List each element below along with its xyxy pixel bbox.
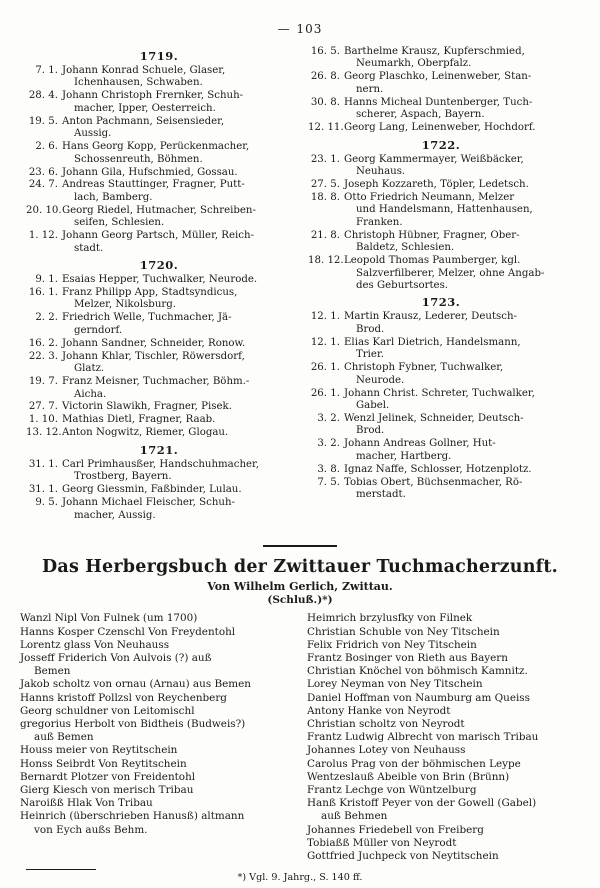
register-entry [26,141,292,166]
name-entry [307,718,580,731]
register-left-column [26,46,292,522]
entry-date: 9. 5. [35,497,58,509]
entry-date: 27. 5. [310,178,340,190]
entry-text [62,116,292,141]
year-heading: 1720. [139,258,179,273]
year-heading: 1723. [421,295,461,310]
entry-line: Mathias Dietl, Fragner, Raab. [62,414,216,426]
register-entry [308,46,574,71]
article-byline: Von Wilhelm Gerlich, Zwittau. [207,580,393,594]
entry-line: Leopold Thomas Paumberger, kgl. [344,255,521,267]
name-entry [20,744,293,757]
entry-text [62,205,292,230]
entry-date: 1. 10. [28,414,58,426]
name-text: Jakob scholtz von ornau (Arnau) aus Bemen [20,678,251,691]
entry-text [62,179,292,204]
entry-text [62,90,292,115]
entry-date: 16. 1. [28,287,58,298]
name-text: Hanns kristoff Pollzsl von Reychenberg [20,691,227,704]
entry-cont: Neuhaus. [356,166,406,177]
register-entry [26,116,292,141]
name-list [0,612,600,863]
name-entry [307,744,580,757]
entry-cont: Salzverfilberer, Melzer, ohne Angab- [356,267,545,279]
entry-date: 18. 8. [310,191,340,203]
name-cont: auß Bemen [34,731,94,744]
entry-date: 7. 5. [317,476,340,488]
entry-date: 30. 8. [310,96,340,108]
entry-text [62,401,292,413]
entry-cont: macher, Aussig. [74,509,156,521]
entry-date: 2. 6. [35,141,58,153]
name-entry [20,626,293,639]
entry-line: Johann Christoph Frernker, Schuh- [62,90,244,102]
entry-date: 3. 8. [317,463,340,475]
entry-cont: Neurode. [356,374,405,386]
entry-cont: Aicha. [74,388,107,400]
name-entry [307,612,580,625]
entry-text [344,388,574,413]
year-heading: 1721. [139,442,179,457]
name-text: Frantz Ludwig Albrecht von marisch Tribau [307,731,539,744]
name-text: Carolus Prag von der böhmischen Leype [307,757,521,770]
name-text: Hanns Kosper Czenschl Von Freydentohl [20,625,236,638]
page-header [0,0,600,40]
entry-date: 3. 2. [317,412,340,424]
entry-date: 12. 1. [310,311,340,323]
register-entry [308,122,574,134]
name-text: Wentzeslauß Abeible von Brin (Brünn) [307,770,510,783]
entry-text [62,376,292,401]
entry-line: Georg Riedel, Hutmacher, Schreiben- [62,204,256,216]
register-entry [308,97,574,122]
name-entry [307,705,580,718]
entry-date: 16. 5. [310,46,340,57]
entry-cont: Schossenreuth, Böhmen. [74,153,203,165]
entry-date: 23. 1. [310,153,340,165]
entry-text [344,154,574,179]
entry-cont: Gabel. [356,399,390,411]
name-entry [307,678,580,691]
entry-date: 19. 5. [28,115,58,127]
entry-date: 22. 3. [28,350,58,362]
entry-text [344,311,574,336]
name-entry [20,797,293,810]
section-divider [0,532,600,551]
entry-cont: Trostberg, Bayern. [74,471,172,483]
register-entry [26,484,292,496]
entry-text [344,362,574,387]
entry-text [344,97,574,122]
entry-line: Franz Meisner, Tuchmacher, Böhm.- [62,376,250,388]
entry-date: 27. 7. [28,401,58,413]
entry-text [344,255,574,292]
name-text: Lorey Neyman von Ney Titschein [307,678,483,691]
name-entry [307,784,580,797]
entry-line: Martin Krausz, Lederer, Deutsch- [344,311,517,323]
entry-date: 19. 7. [28,376,58,388]
entry-cont: Brod. [356,323,385,335]
entry-cont: macher, Ipper, Oesterreich. [74,102,216,114]
name-text: Hanß Kristoff Peyer von der Gowell (Gabel) [307,797,537,810]
name-text: Heimrich brzylusfky von Filnek [307,612,473,625]
name-entry [20,784,293,797]
register-entry [26,459,292,484]
entry-cont: Brod. [356,425,385,437]
entry-text [344,337,574,362]
entry-cont: nern. [356,83,384,95]
entry-text [62,338,292,350]
register-entry [308,438,574,463]
register-entry [308,255,574,292]
entry-cont2: des Geburtsortes. [356,279,449,291]
entry-line: Victorin Slawikh, Fragner, Pisek. [62,401,232,413]
name-cont: auß Behmen [321,810,388,823]
register-entry [308,179,574,191]
page-number: 103 [296,22,323,36]
year-heading: 1719. [139,49,179,63]
register-entry [308,192,574,229]
name-text: Lorentz glass Von Neuhauss [20,638,170,651]
entry-date: 16. 2. [28,337,58,349]
name-list-left [20,612,293,863]
entry-date: 23. 6. [28,166,58,178]
entry-cont: scherer, Aspach, Bayern. [356,109,485,121]
entry-date: 26. 1. [310,387,340,399]
register-entry [26,497,292,522]
register-entry [308,413,574,438]
register-columns [0,40,600,522]
entry-text [344,464,574,476]
entry-line: Tobias Obert, Büchsenmacher, Rö- [344,476,523,488]
register-entry [26,351,292,376]
entry-cont: Baldetz, Schlesien. [356,242,455,254]
entry-text [62,427,292,439]
entry-line: Christoph Fybner, Tuchwalker, [344,362,504,374]
entry-date: 12. 11. [308,122,344,134]
entry-text [344,438,574,463]
entry-cont2: Franken. [356,216,403,228]
entry-line: Esaias Hepper, Tuchwalker, Neurode. [62,274,258,286]
register-entry [26,312,292,337]
register-entry [26,414,292,426]
name-entry [20,639,293,652]
entry-line: Johann Konrad Schuele, Glaser, [62,65,226,76]
entry-date: 28. 4. [28,90,58,102]
entry-text [62,497,292,522]
year-heading: 1722. [421,137,461,152]
entry-text [62,167,292,179]
name-text: Honss Seibrdt Von Reytitschein [20,757,187,770]
name-text: Johannes Friedebell von Freiberg [307,823,484,836]
entry-cont: seifen, Schlesien. [74,217,165,229]
name-entry [307,758,580,771]
name-entry [307,731,580,744]
entry-line: Ignaz Naffe, Schlosser, Hotzenplotz. [344,463,532,475]
entry-line: Georg Plaschko, Leinenweber, Stan- [344,71,532,83]
entry-text [344,46,574,71]
name-text: Wanzl Nipl Von Fulnek (um 1700) [20,612,198,625]
entry-date: 3. 2. [317,438,340,450]
entry-line: Hanns Micheal Duntenberger, Tuch- [344,96,533,108]
name-text: Tobiaßß Müller von Neyrodt [307,836,457,849]
entry-text [344,192,574,229]
entry-cont: Aussig. [74,128,112,140]
register-entry [26,167,292,179]
entry-cont: Ichenhausen, Schwaben. [74,77,203,89]
entry-cont: Trier. [356,349,384,361]
name-entry [307,824,580,837]
name-text: gregorius Herbolt von Bidtheis (Budweis?) [20,718,246,731]
register-entry [26,90,292,115]
entry-date: 18. 12. [308,255,344,267]
entry-line: Johann Christ. Schreter, Tuchwalker, [344,387,535,399]
name-entry [307,850,580,863]
register-entry [308,388,574,413]
entry-line: Anton Nogwitz, Riemer, Glogau. [62,427,229,439]
name-list-right [307,612,580,863]
entry-text [344,413,574,438]
name-entry [20,810,293,836]
entry-line: Otto Friedrich Neumann, Melzer [344,191,515,203]
entry-line: Johann Sandner, Schneider, Ronow. [62,337,246,349]
entry-text [344,122,574,134]
entry-line: Johann Gila, Hufschmied, Gossau. [62,166,238,178]
entry-line: Joseph Kozzareth, Töpler, Ledetsch. [344,178,529,190]
entry-line: Anton Pachmann, Seisensieder, [62,115,225,127]
entry-date: 13. 12. [26,427,62,439]
page-header-dash: — [277,22,292,36]
name-entry [307,797,580,823]
divider-rule [263,545,337,547]
name-entry [20,771,293,784]
entry-line: Barthelme Krausz, Kupferschmied, [344,46,525,57]
entry-line: Johann Andreas Gollner, Hut- [344,438,496,450]
entry-text [62,484,292,496]
entry-text [344,71,574,96]
entry-text [62,230,292,255]
name-entry [307,692,580,705]
name-entry [307,771,580,784]
entry-cont: und Handelsmann, Hattenhausen, [356,204,533,216]
register-entry [308,362,574,387]
entry-date: 26. 1. [310,362,340,374]
entry-line: Johann Georg Partsch, Müller, Reich- [62,230,254,242]
register-entry [308,311,574,336]
entry-cont: macher, Hartberg. [356,450,452,462]
name-cont: von Eych außs Behm. [34,823,148,836]
name-text: Christian scholtz von Neyrodt [307,718,465,731]
entry-date: 24. 7. [28,179,58,191]
entry-text [62,414,292,426]
name-text: Frantz Lechge von Wüntzelburg [307,784,477,797]
entry-line: Georg Lang, Leinenweber, Hochdorf. [344,122,536,134]
name-entry [307,626,580,639]
register-entry [308,464,574,476]
article-subtitle: (Schluß.)*) [267,594,333,607]
entry-date: 20. 10. [26,204,62,216]
name-entry [20,612,293,625]
entry-line: Johann Michael Fleischer, Schuh- [62,497,235,509]
register-right-column [308,46,574,522]
entry-text [62,351,292,376]
entry-line: Elias Karl Dietrich, Handelsmann, [344,336,521,348]
entry-line: Friedrich Welle, Tuchmacher, Jä- [62,312,232,324]
register-entry [308,337,574,362]
name-entry [20,758,293,771]
entry-line: Georg Giessmin, Faßbinder, Lulau. [62,484,242,496]
entry-date: 26. 8. [310,71,340,83]
entry-date: 7. 1. [35,65,58,76]
name-text: Christian Schuble von Ney Titschein [307,625,500,638]
register-entry [26,427,292,439]
footnote: *) Vgl. 9. Jahrg., S. 140 ff. [237,872,363,884]
entry-line: Andreas Stauttinger, Fragner, Putt- [62,179,245,191]
name-entry [307,652,580,665]
entry-date: 2. 2. [35,312,58,324]
name-text: Gierg Kiesch von merisch Tribau [20,784,194,797]
name-text: Gottfried Juchpeck von Neytitschein [307,850,499,863]
entry-date: 21. 8. [310,229,340,241]
article-title: Das Herbergsbuch der Zwittauer Tuchmacherzunft. [42,557,558,578]
entry-cont: stadt. [74,242,104,254]
entry-text [344,230,574,255]
entry-cont: merstadt. [356,489,406,500]
name-text: Josseff Friderich Von Aulvois (?) auß [20,652,212,665]
name-entry [307,639,580,652]
name-entry [20,692,293,705]
name-text: Houss meier von Reytitschein [20,744,178,757]
register-entry [26,376,292,401]
name-text: Bernardt Plotzer von Freidentohl [20,770,196,783]
entry-text [344,477,574,502]
name-text: Johannes Lotey von Neuhauss [307,744,466,757]
entry-cont: gerndorf. [74,324,123,336]
register-entry [26,274,292,286]
name-cont: Bemen [34,665,71,678]
entry-line: Carl Primhausßer, Handschuhmacher, [62,458,260,470]
entry-date: 31. 1. [28,484,58,496]
register-entry [26,338,292,350]
entry-line: Christoph Hübner, Fragner, Ober- [344,229,520,241]
footnote-rule [26,869,96,870]
entry-text [62,141,292,166]
entry-date: 9. 1. [35,274,58,286]
entry-cont: Glatz. [74,363,105,375]
register-entry [26,287,292,312]
name-entry [20,705,293,718]
entry-text [62,65,292,90]
entry-line: Hans Georg Kopp, Perückenmacher, [62,141,250,153]
name-entry [20,678,293,691]
entry-cont: Neumarkh, Oberpfalz. [356,58,472,70]
name-text: Naroißß Hlak Von Tribau [20,797,153,810]
entry-cont: Melzer, Nikolsburg. [74,299,177,311]
register-entry [26,205,292,230]
name-text: Christian Knöchel von böhmisch Kamnitz. [307,665,528,678]
entry-text [62,312,292,337]
register-entry [308,477,574,502]
entry-line: Georg Kammermayer, Weißbäcker, [344,153,524,165]
entry-date: 1. 12. [28,230,58,242]
name-entry [307,837,580,850]
register-entry [308,230,574,255]
name-text: Daniel Hoffman von Naumburg am Queiss [307,691,530,704]
entry-text [62,287,292,312]
entry-text [62,274,292,286]
entry-date: 12. 1. [310,336,340,348]
register-entry [308,154,574,179]
entry-line: Wenzl Jelinek, Schneider, Deutsch- [344,412,524,424]
register-entry [26,179,292,204]
entry-line: Johann Khlar, Tischler, Röwersdorf, [62,350,245,362]
name-text: Frantz Bosinger von Rieth aus Bayern [307,652,508,665]
name-text: Felix Fridrich von Ney Titschein [307,638,477,651]
register-entry [26,401,292,413]
name-entry [307,665,580,678]
register-entry [26,230,292,255]
entry-date: 31. 1. [28,458,58,470]
entry-text [62,459,292,484]
register-entry [26,65,292,90]
register-entry [308,71,574,96]
name-text: Antony Hanke von Neyrodt [307,704,451,717]
name-entry [20,718,293,744]
entry-cont: lach, Bamberg. [74,191,153,203]
name-entry [20,652,293,678]
name-text: Heinrich (überschrieben Hanusß) altmann [20,810,245,823]
name-text: Georg schuldner von Leitomischl [20,704,195,717]
entry-text [344,179,574,191]
entry-line: Franz Philipp App, Stadtsyndicus, [62,287,238,298]
